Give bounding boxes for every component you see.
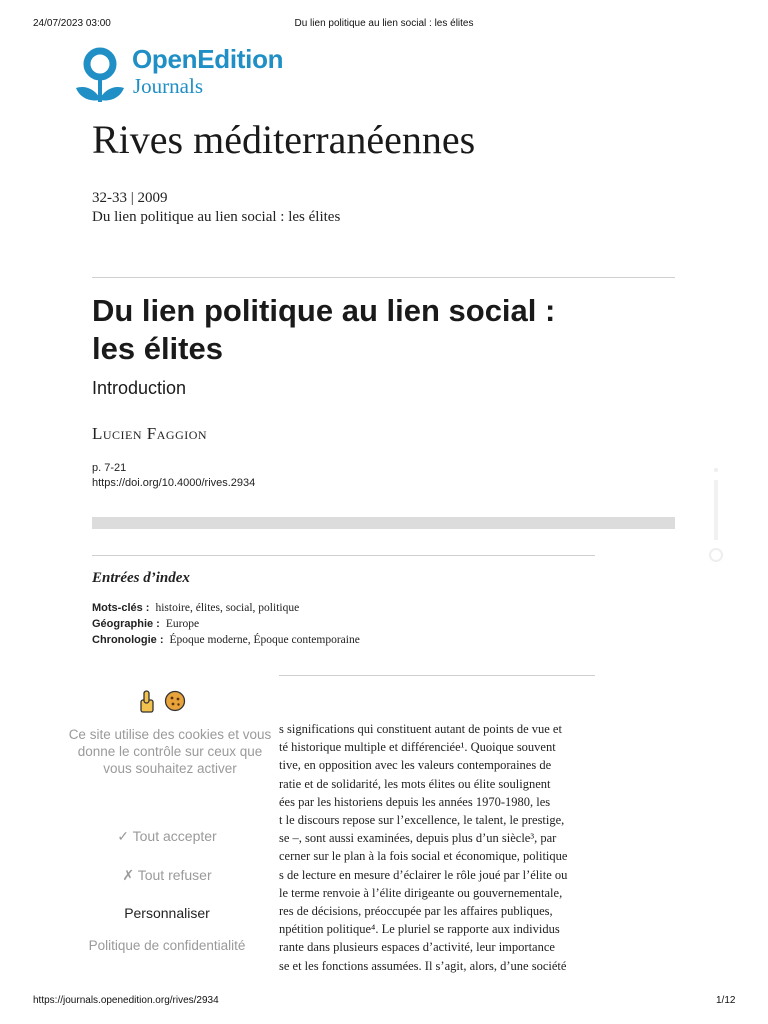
body-line: tive, en opposition avec les valeurs contemporaines de [279,758,552,773]
page-counter: 1/12 [716,995,736,1006]
index-row-geography [92,618,199,630]
article-title-line: Du lien politique au lien social : [92,293,556,328]
refuse-all-button[interactable]: ✗ Tout refuser [56,867,278,884]
accept-all-button[interactable]: ✓ Tout accepter [56,828,278,845]
footer-url: https://journals.openedition.org/rives/2934 [33,995,219,1006]
doi-link[interactable]: https://doi.org/10.4000/rives.2934 [92,477,256,489]
article-subtitle: Introduction [92,378,187,398]
index-key: Mots-clés : [92,602,150,614]
index-row-chronology [92,634,360,646]
index-value[interactable]: Europe [165,618,200,630]
index-key: Chronologie : [92,634,164,646]
body-line: s de lecture en mesure d’éclairer le rôle joué par l’élite ou [279,867,568,882]
divider [92,555,595,556]
body-line: s significations qui constituent autant de points de vue et [279,722,562,736]
body-line: ées par les historiens depuis les années 1970-1980, les [279,794,551,809]
body-line: rante dans plusieurs espaces d’activité, leur importance [279,940,555,955]
toolbar-bar [92,517,675,529]
issue-number[interactable]: 32-33 | 2009 [92,190,168,206]
thumbs-up-icon [138,690,156,714]
body-line: npétition politique⁴. Le pluriel se rapporte aux individus [279,922,560,937]
privacy-policy-link[interactable]: Politique de confidentialité [56,938,278,953]
logo-wordmark-openedition[interactable]: OpenEdition [132,44,284,74]
index-key: Géographie : [92,618,160,630]
body-line: le terme renvoie à l’élite dirigeante ou gouvernementale, [279,885,563,900]
cookie-icons [56,688,278,716]
logo-wordmark-journals[interactable]: Journals [133,74,203,98]
side-watermark-icon [706,460,726,570]
cookie-consent-banner [56,688,278,978]
body-line: res de décisions, préoccupée par les affaires publiques, [279,904,553,919]
body-line: se –, sont aussi examinées, depuis plus d’un siècle³, par [279,831,557,846]
body-line: cerner sur le plan à la fois social et économique, politique [279,849,568,864]
body-line: té historique multiple et différenciée¹. Quoique souvent [279,740,556,755]
print-datetime: 24/07/2023 03:00 [33,18,111,29]
journal-name[interactable]: Rives méditerranéennes [92,117,476,162]
page-range: p. 7-21 [92,462,127,474]
divider [92,277,675,278]
index-row-keywords [92,602,299,614]
article-title-line: les élites [92,331,223,366]
author-name[interactable]: Lucien Faggion [92,424,208,443]
divider [279,675,595,676]
issue-title[interactable]: Du lien politique au lien social : les élites [92,209,341,225]
cookie-icon [164,690,186,712]
cookie-message: Ce site utilise des cookies et vous donne le contrôle sur ceux que vous souhaitez activer [68,727,272,776]
index-heading: Entrées d’index [92,570,190,586]
print-page-title: Du lien politique au lien social : les élites [294,18,474,29]
openedition-logo-icon[interactable] [74,46,126,104]
article-body [279,720,595,978]
body-line: t le discours repose sur l’excellence, le talent, le prestige, [279,813,565,828]
body-line: se et les fonctions assumées. Il s’agit, alors, d’une société [279,958,567,973]
index-value[interactable]: histoire, élites, social, politique [155,602,300,614]
article-title [92,292,692,368]
body-line: ratie et de solidarité, les mots élites ou élite soulignent [279,776,551,791]
index-value[interactable]: Époque moderne, Époque contemporaine [169,634,360,646]
customize-button[interactable]: Personnaliser [56,905,278,921]
